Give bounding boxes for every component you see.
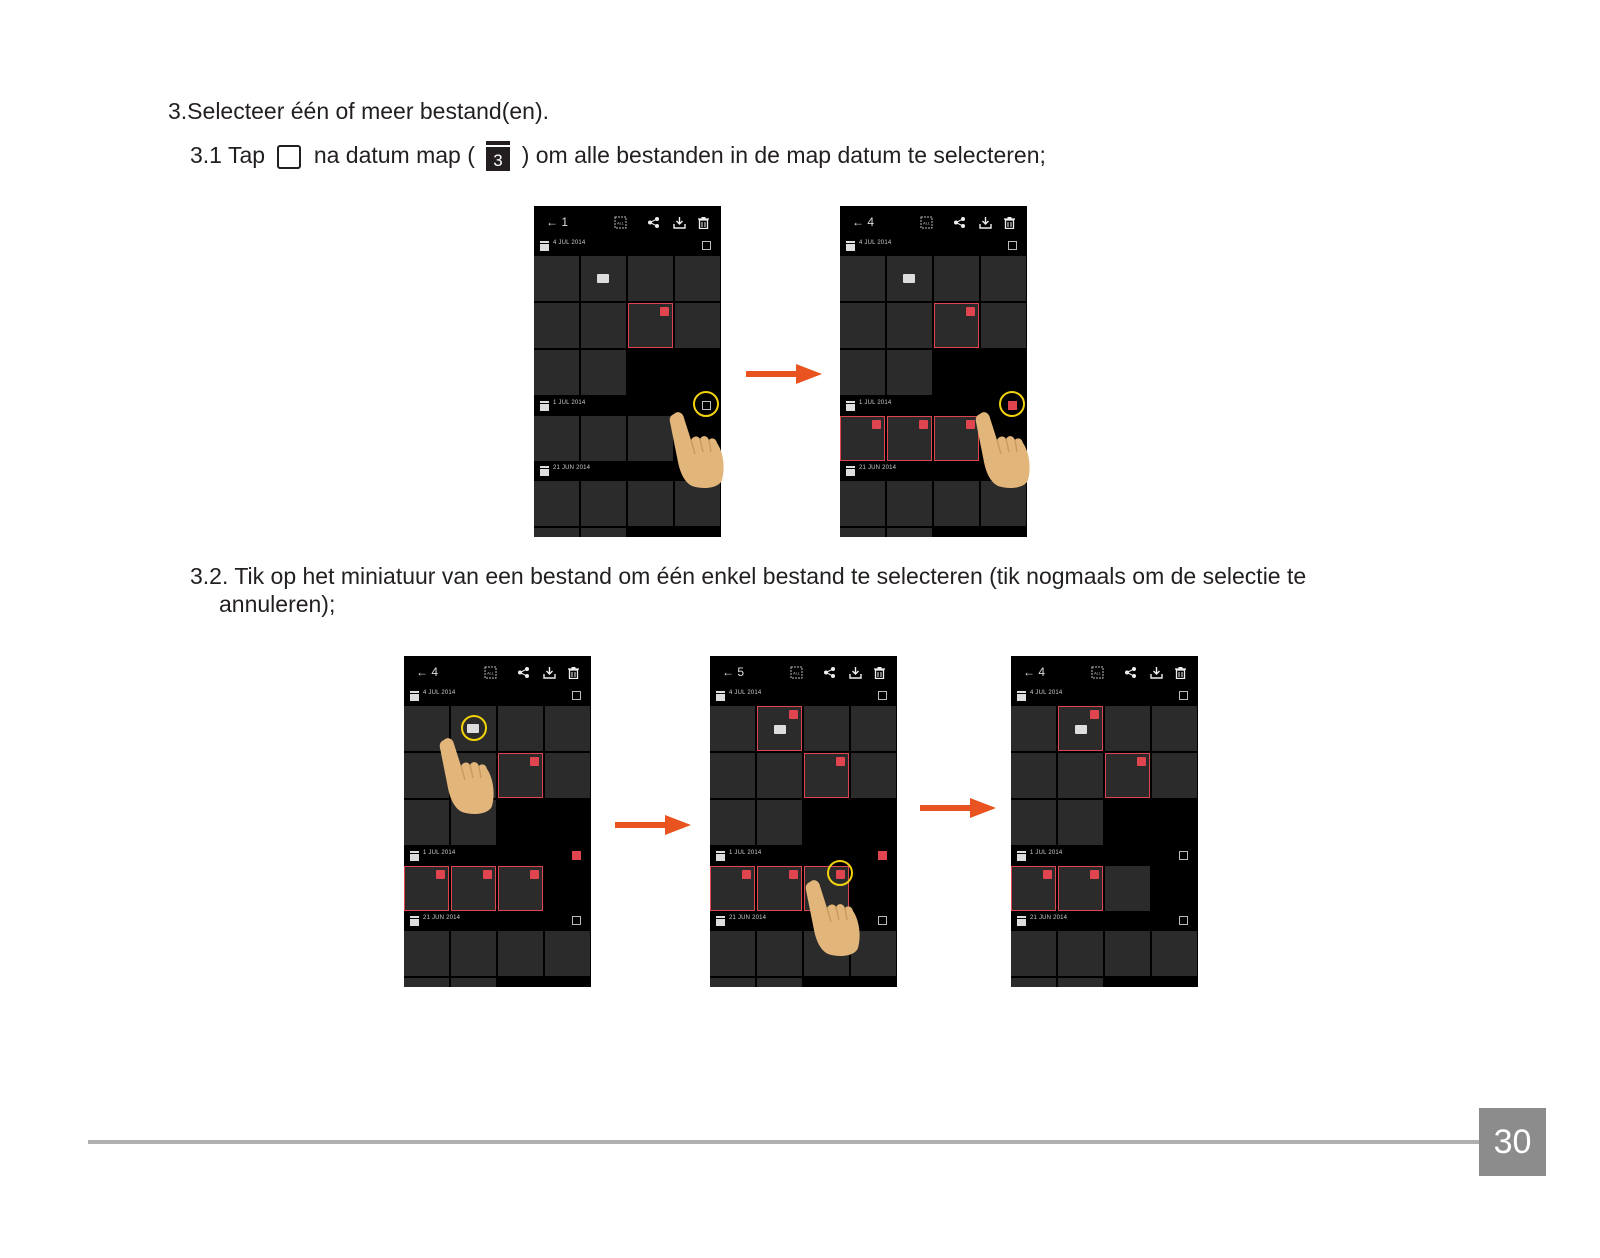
folder-date: 1 JUL 2014	[1030, 850, 1063, 856]
svg-text:ALL: ALL	[792, 670, 801, 676]
file-thumbnail[interactable]	[1152, 753, 1197, 798]
folder-date: 21 JUN 2014	[423, 915, 461, 921]
phone-screenshot	[404, 656, 591, 987]
checkbox-icon	[277, 145, 301, 169]
calendar-icon	[540, 401, 549, 411]
trash-icon[interactable]	[1003, 216, 1016, 229]
file-thumbnail[interactable]	[710, 978, 755, 987]
file-thumbnail[interactable]	[757, 753, 802, 798]
folder-select-checkbox[interactable]	[878, 916, 887, 925]
date-folder-header	[404, 689, 591, 703]
file-thumbnail[interactable]	[534, 256, 579, 301]
step-3-2-line1: 3.2. Tik op het miniatuur van een bestand om één enkel bestand te selecteren (tik nogmaals om de selectie te	[190, 563, 1307, 589]
back-button[interactable]: ← 4	[852, 215, 875, 229]
file-thumbnail[interactable]	[887, 481, 932, 526]
file-thumbnail[interactable]	[1058, 978, 1103, 987]
step-3-1-text	[190, 140, 1046, 172]
calendar-icon	[410, 851, 419, 861]
pointing-hand-icon	[434, 736, 504, 816]
selected-check-icon	[872, 420, 881, 429]
file-thumbnail[interactable]	[1058, 753, 1103, 798]
share-icon[interactable]	[1124, 666, 1137, 679]
back-button[interactable]: ← 5	[722, 665, 745, 679]
back-button[interactable]: ← 4	[416, 665, 439, 679]
svg-text:ALL: ALL	[922, 220, 931, 226]
folder-date: 4 JUL 2014	[729, 690, 762, 696]
file-thumbnail[interactable]	[404, 931, 449, 976]
calendar-icon	[1017, 916, 1026, 926]
calendar-icon	[846, 241, 855, 251]
file-thumbnail[interactable]	[498, 706, 543, 751]
calendar-icon	[410, 691, 419, 701]
step-3-heading: 3.Selecteer één of meer bestand(en).	[168, 98, 550, 124]
date-folder-header	[710, 849, 897, 863]
file-thumbnail[interactable]	[757, 800, 802, 845]
file-thumbnail[interactable]	[1105, 706, 1150, 751]
file-thumbnail[interactable]	[498, 931, 543, 976]
selected-check-icon	[1043, 870, 1052, 879]
select-all-icon[interactable]	[1091, 666, 1104, 679]
download-icon[interactable]	[979, 216, 992, 229]
file-thumbnail[interactable]	[1011, 800, 1056, 845]
file-thumbnail[interactable]	[675, 303, 720, 348]
date-folder-header	[1011, 849, 1198, 863]
date-folder-header	[534, 239, 721, 253]
selected-check-icon	[436, 870, 445, 879]
selected-check-icon	[1090, 870, 1099, 879]
file-thumbnail[interactable]	[757, 978, 802, 987]
file-thumbnail[interactable]	[840, 303, 885, 348]
date-folder-header	[1011, 689, 1198, 703]
right-arrow-icon	[920, 798, 996, 818]
file-thumbnail[interactable]	[404, 866, 449, 911]
file-thumbnail[interactable]	[981, 256, 1026, 301]
file-thumbnail[interactable]	[887, 528, 932, 537]
calendar-icon	[410, 916, 419, 926]
file-thumbnail[interactable]	[545, 931, 590, 976]
file-thumbnail[interactable]	[675, 256, 720, 301]
svg-text:ALL: ALL	[1093, 670, 1102, 676]
select-all-icon[interactable]	[614, 216, 627, 229]
folder-select-checkbox[interactable]	[1179, 851, 1188, 860]
svg-text:ALL: ALL	[486, 670, 495, 676]
step-3-2-line2: annuleren);	[219, 591, 336, 617]
app-toolbar	[1011, 656, 1198, 690]
file-thumbnail[interactable]	[1011, 706, 1056, 751]
app-toolbar	[710, 656, 897, 690]
file-thumbnail[interactable]	[1105, 866, 1150, 911]
file-thumbnail[interactable]	[581, 303, 626, 348]
file-thumbnail[interactable]	[1011, 866, 1056, 911]
date-folder-header	[404, 914, 591, 928]
selected-check-icon	[742, 870, 751, 879]
back-button[interactable]: ← 1	[546, 215, 569, 229]
folder-select-checkbox[interactable]	[572, 851, 581, 860]
file-thumbnail[interactable]	[581, 350, 626, 395]
pointing-hand-icon	[970, 410, 1040, 490]
trash-icon[interactable]	[1174, 666, 1187, 679]
share-icon[interactable]	[953, 216, 966, 229]
calendar-icon	[716, 851, 725, 861]
file-thumbnail[interactable]	[1011, 978, 1056, 987]
calendar-icon	[540, 466, 549, 476]
selected-check-icon	[919, 420, 928, 429]
file-thumbnail[interactable]	[887, 303, 932, 348]
folder-select-checkbox[interactable]	[878, 851, 887, 860]
file-thumbnail[interactable]	[934, 256, 979, 301]
calendar-icon	[846, 466, 855, 476]
file-thumbnail[interactable]	[840, 481, 885, 526]
file-thumbnail[interactable]	[1105, 931, 1150, 976]
calendar-icon	[1017, 691, 1026, 701]
svg-text:ALL: ALL	[616, 220, 625, 226]
date-folder-header	[710, 689, 897, 703]
share-icon[interactable]	[823, 666, 836, 679]
file-thumbnail[interactable]	[451, 931, 496, 976]
folder-date: 1 JUL 2014	[859, 400, 892, 406]
app-toolbar	[534, 206, 721, 240]
step-3-1-part3: ) om alle bestanden in de map datum te selecteren;	[521, 142, 1046, 168]
file-thumbnail[interactable]	[840, 416, 885, 461]
file-thumbnail[interactable]	[1058, 931, 1103, 976]
file-thumbnail[interactable]	[840, 528, 885, 537]
folder-select-checkbox[interactable]	[1179, 916, 1188, 925]
back-button[interactable]: ← 4	[1023, 665, 1046, 679]
share-icon[interactable]	[517, 666, 530, 679]
share-icon[interactable]	[647, 216, 660, 229]
selected-check-icon	[530, 757, 539, 766]
file-thumbnail[interactable]	[1058, 706, 1103, 751]
file-thumbnail[interactable]	[498, 753, 543, 798]
folder-select-checkbox[interactable]	[572, 916, 581, 925]
calendar-icon	[716, 691, 725, 701]
pointing-hand-icon	[664, 410, 734, 490]
video-icon	[903, 274, 915, 283]
file-thumbnail[interactable]	[1105, 753, 1150, 798]
folder-date: 1 JUL 2014	[423, 850, 456, 856]
download-icon[interactable]	[673, 216, 686, 229]
folder-date: 21 JUN 2014	[553, 465, 591, 471]
calendar-number: 3	[493, 151, 504, 170]
folder-date: 4 JUL 2014	[553, 240, 586, 246]
file-thumbnail[interactable]	[851, 706, 896, 751]
folder-date: 4 JUL 2014	[859, 240, 892, 246]
folder-select-checkbox[interactable]	[572, 691, 581, 700]
file-thumbnail[interactable]	[581, 256, 626, 301]
calendar-icon	[846, 401, 855, 411]
file-thumbnail[interactable]	[534, 528, 579, 537]
selected-check-icon	[836, 757, 845, 766]
file-thumbnail[interactable]	[1058, 800, 1103, 845]
folder-date: 21 JUN 2014	[1030, 915, 1068, 921]
video-icon	[774, 725, 786, 734]
select-all-icon[interactable]	[484, 666, 497, 679]
file-thumbnail[interactable]	[498, 866, 543, 911]
app-toolbar	[840, 206, 1027, 240]
date-folder-header	[404, 849, 591, 863]
folder-date: 1 JUL 2014	[553, 400, 586, 406]
right-arrow-icon	[615, 815, 691, 835]
file-thumbnail[interactable]	[534, 350, 579, 395]
selected-check-icon	[660, 307, 669, 316]
folder-select-checkbox[interactable]	[1008, 241, 1017, 250]
calendar-folder-icon	[485, 140, 511, 172]
selected-check-icon	[1137, 757, 1146, 766]
video-icon	[1075, 725, 1087, 734]
page-number: 30	[1479, 1108, 1546, 1176]
folder-select-checkbox[interactable]	[1179, 691, 1188, 700]
file-thumbnail[interactable]	[581, 528, 626, 537]
file-thumbnail[interactable]	[404, 978, 449, 987]
file-thumbnail[interactable]	[757, 866, 802, 911]
file-thumbnail[interactable]	[1152, 706, 1197, 751]
file-thumbnail[interactable]	[710, 706, 755, 751]
selected-check-icon	[483, 870, 492, 879]
folder-date: 21 JUN 2014	[729, 915, 767, 921]
file-thumbnail[interactable]	[534, 303, 579, 348]
app-toolbar	[404, 656, 591, 690]
file-thumbnail[interactable]	[534, 416, 579, 461]
file-thumbnail[interactable]	[451, 866, 496, 911]
phone-screenshot	[1011, 656, 1198, 987]
file-thumbnail[interactable]	[804, 706, 849, 751]
file-thumbnail[interactable]	[887, 416, 932, 461]
video-icon	[597, 274, 609, 283]
file-thumbnail[interactable]	[710, 753, 755, 798]
file-thumbnail[interactable]	[1058, 866, 1103, 911]
file-thumbnail[interactable]	[545, 753, 590, 798]
trash-icon[interactable]	[697, 216, 710, 229]
file-thumbnail[interactable]	[887, 350, 932, 395]
download-icon[interactable]	[543, 666, 556, 679]
file-thumbnail[interactable]	[545, 706, 590, 751]
file-thumbnail[interactable]	[757, 706, 802, 751]
selected-check-icon	[1090, 710, 1099, 719]
select-all-icon[interactable]	[790, 666, 803, 679]
pointing-hand-icon	[800, 878, 870, 958]
download-icon[interactable]	[849, 666, 862, 679]
file-thumbnail[interactable]	[710, 800, 755, 845]
file-thumbnail[interactable]	[581, 481, 626, 526]
file-thumbnail[interactable]	[628, 303, 673, 348]
right-arrow-icon	[746, 364, 822, 384]
trash-icon[interactable]	[567, 666, 580, 679]
file-thumbnail[interactable]	[981, 303, 1026, 348]
file-thumbnail[interactable]	[451, 978, 496, 987]
calendar-icon	[716, 916, 725, 926]
file-thumbnail[interactable]	[1011, 753, 1056, 798]
file-thumbnail[interactable]	[1011, 931, 1056, 976]
file-thumbnail[interactable]	[804, 753, 849, 798]
folder-date: 21 JUN 2014	[859, 465, 897, 471]
select-all-icon[interactable]	[920, 216, 933, 229]
folder-date: 4 JUL 2014	[1030, 690, 1063, 696]
folder-date: 1 JUL 2014	[729, 850, 762, 856]
calendar-icon	[540, 241, 549, 251]
file-thumbnail[interactable]	[840, 256, 885, 301]
selected-check-icon	[966, 307, 975, 316]
selected-check-icon	[789, 870, 798, 879]
trash-icon[interactable]	[873, 666, 886, 679]
calendar-icon	[1017, 851, 1026, 861]
date-folder-header	[840, 239, 1027, 253]
file-thumbnail[interactable]	[710, 866, 755, 911]
file-thumbnail[interactable]	[628, 256, 673, 301]
selected-check-icon	[530, 870, 539, 879]
footer-rule	[88, 1140, 1480, 1144]
date-folder-header	[1011, 914, 1198, 928]
selected-check-icon	[789, 710, 798, 719]
folder-select-checkbox[interactable]	[702, 241, 711, 250]
file-thumbnail[interactable]	[934, 303, 979, 348]
file-thumbnail[interactable]	[851, 753, 896, 798]
folder-select-checkbox[interactable]	[878, 691, 887, 700]
step-3-1-part2: na datum map (	[313, 142, 475, 168]
file-thumbnail[interactable]	[534, 481, 579, 526]
step-3-1-part1: 3.1 Tap	[190, 142, 266, 168]
file-thumbnail[interactable]	[581, 416, 626, 461]
file-thumbnail[interactable]	[710, 931, 755, 976]
file-thumbnail[interactable]	[1152, 931, 1197, 976]
file-thumbnail[interactable]	[757, 931, 802, 976]
download-icon[interactable]	[1150, 666, 1163, 679]
file-thumbnail[interactable]	[887, 256, 932, 301]
folder-date: 4 JUL 2014	[423, 690, 456, 696]
file-thumbnail[interactable]	[840, 350, 885, 395]
